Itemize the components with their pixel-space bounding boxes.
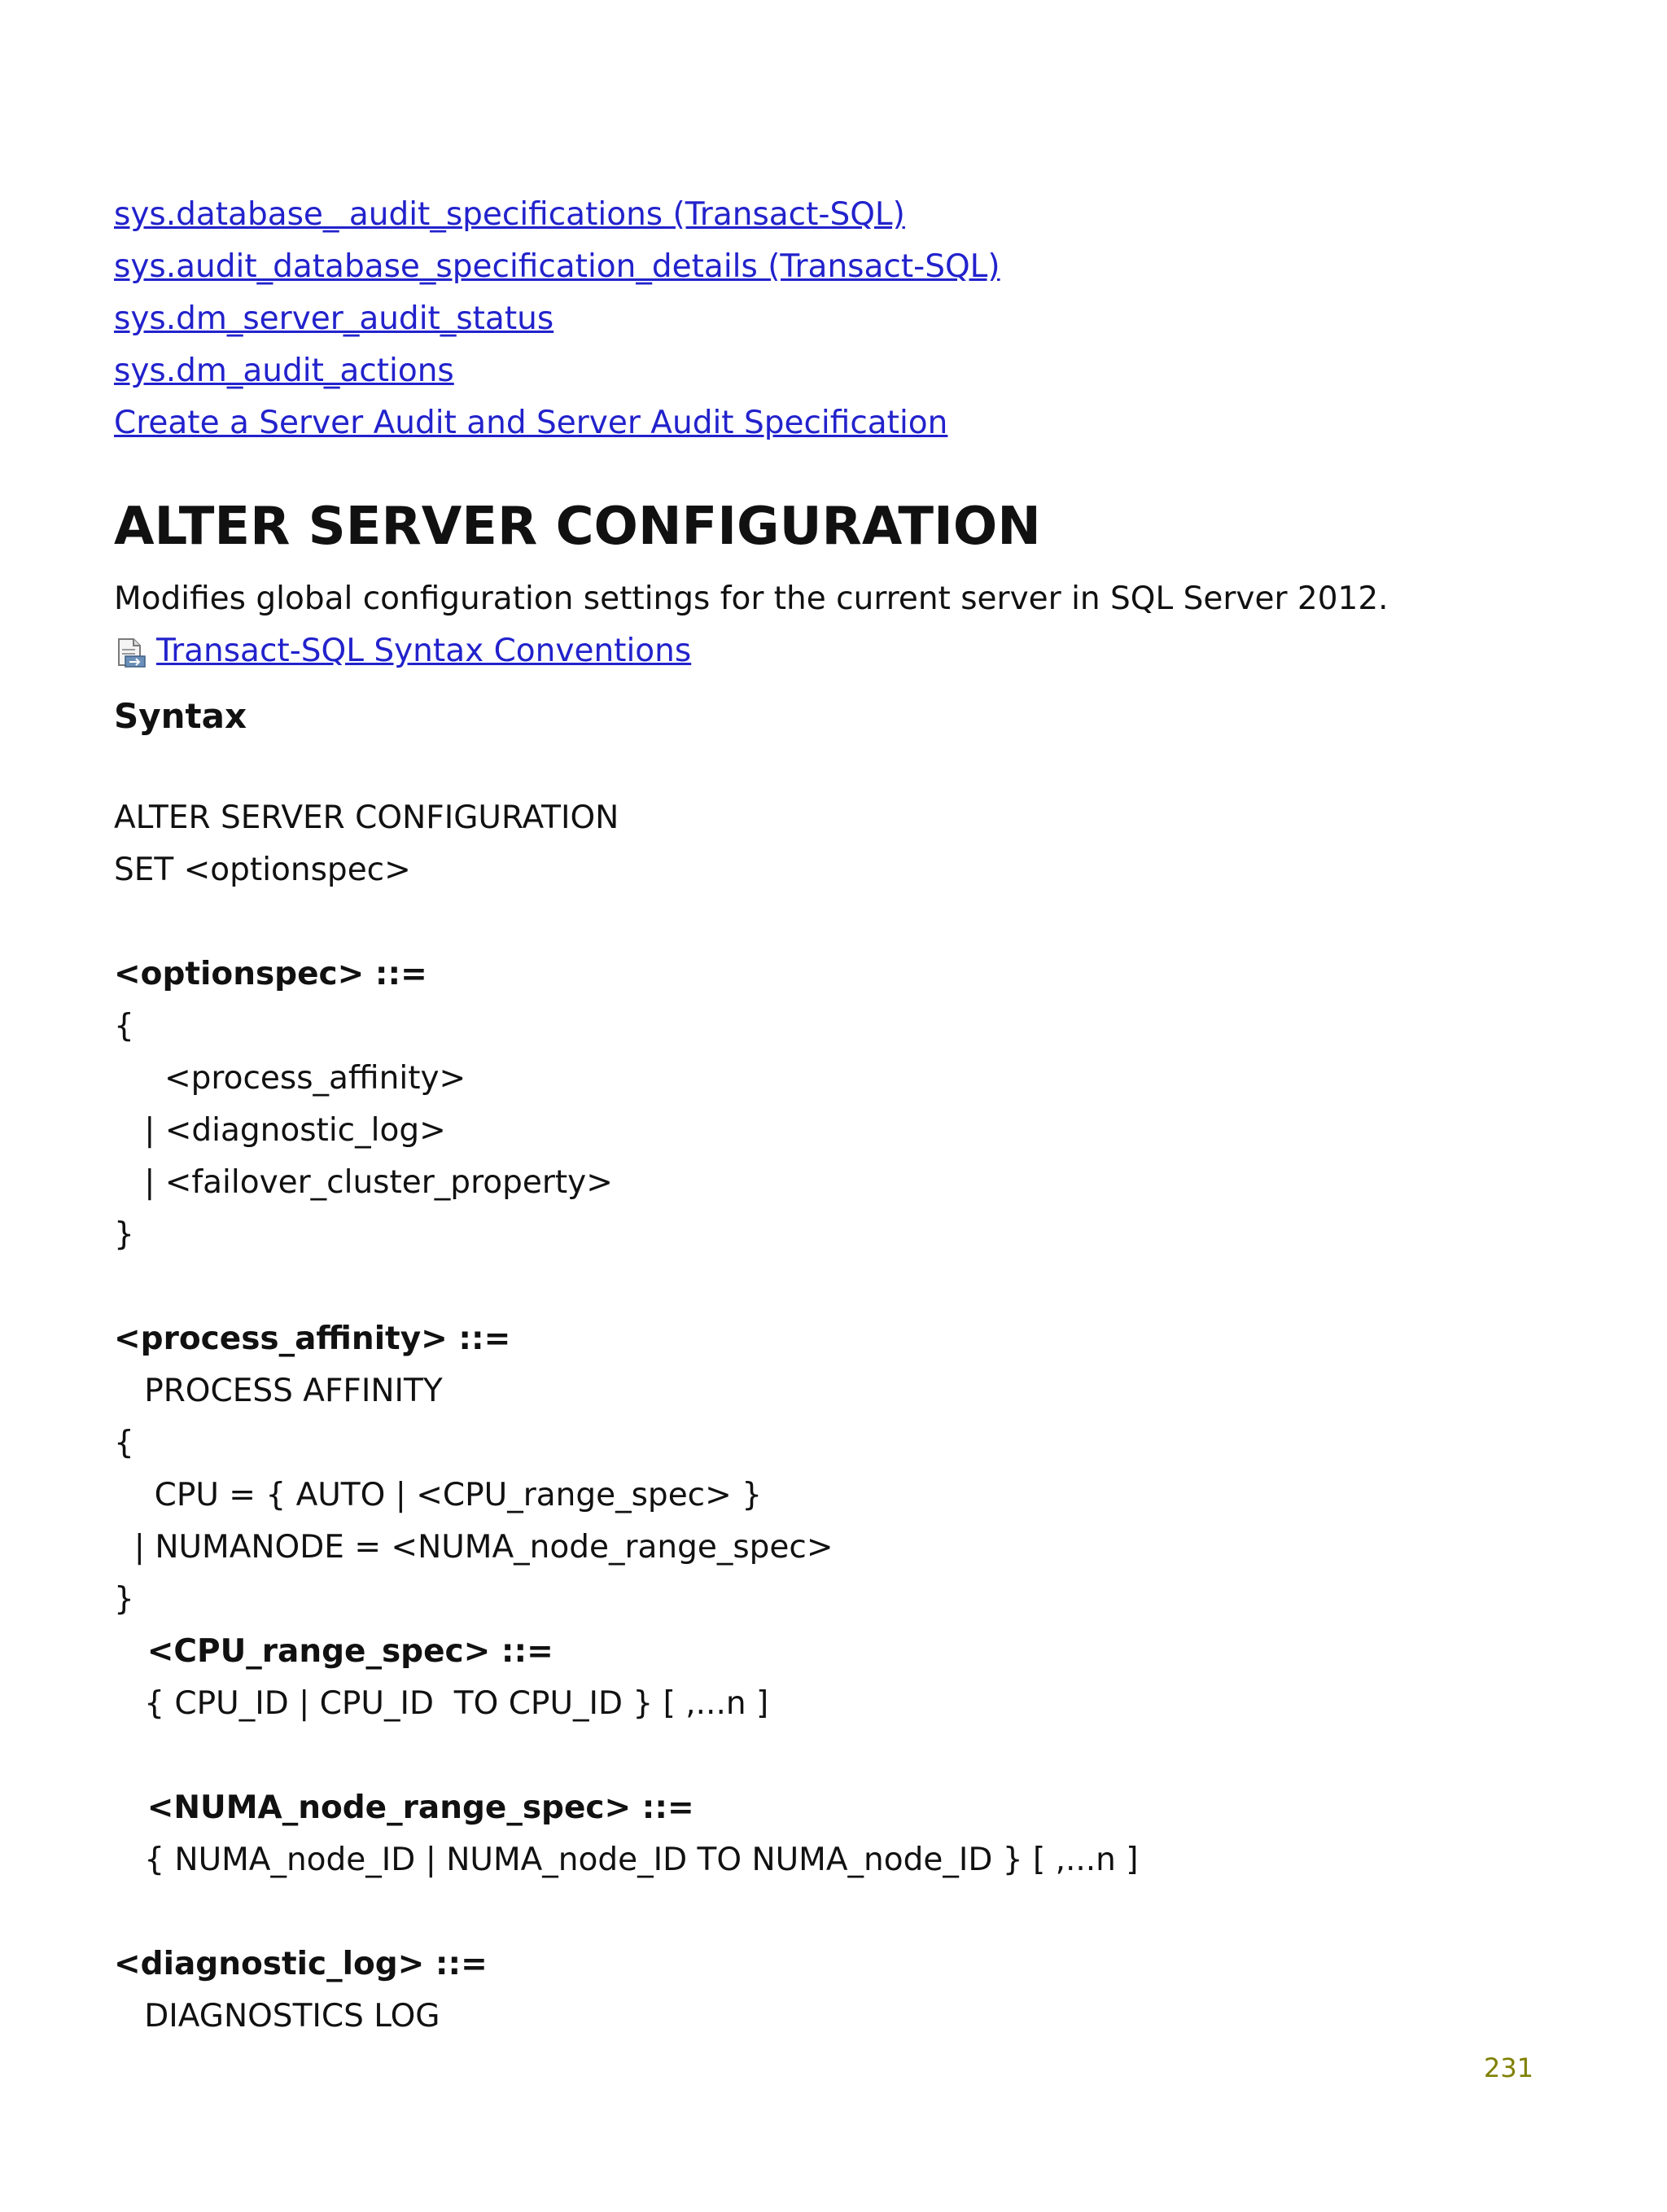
- page-description: Modifies global configuration settings for the current server in SQL Server 2012.: [114, 580, 1389, 617]
- page-number: 231: [1483, 2052, 1534, 2083]
- related-links-list: [114, 189, 1000, 449]
- link-item: [114, 241, 1000, 293]
- code-line: PROCESS AFFINITY: [114, 1373, 443, 1409]
- code-line: CPU = { AUTO | <CPU_range_spec> }: [114, 1477, 763, 1513]
- code-line: DIAGNOSTICS LOG: [114, 1998, 440, 2035]
- link-dm-audit-actions[interactable]: sys.dm_audit_actions: [114, 353, 454, 389]
- code-line-definition: <CPU_range_spec> ::=: [114, 1633, 553, 1670]
- code-line: | NUMANODE = <NUMA_node_range_spec>: [114, 1529, 834, 1566]
- code-line: {: [114, 1425, 134, 1461]
- code-line: }: [114, 1216, 134, 1253]
- code-line: | <failover_cluster_property>: [114, 1164, 613, 1201]
- code-line-definition: <optionspec> ::=: [114, 956, 427, 992]
- code-line: SET <optionspec>: [114, 852, 411, 888]
- code-line: [114, 1886, 1579, 1938]
- link-dm-server-audit-status[interactable]: sys.dm_server_audit_status: [114, 300, 554, 337]
- code-line: }: [114, 1581, 134, 1618]
- link-item: [114, 345, 1000, 397]
- link-item: [114, 189, 1000, 241]
- syntax-heading: Syntax: [114, 696, 247, 736]
- code-line: [114, 1730, 1579, 1782]
- code-line-definition: <process_affinity> ::=: [114, 1321, 511, 1357]
- document-link-icon: [114, 637, 147, 669]
- code-line: <process_affinity>: [114, 1060, 466, 1097]
- link-audit-database-specification-details[interactable]: sys.audit_database_specification_details (Transact-SQL): [114, 248, 1000, 285]
- link-item: [114, 293, 1000, 345]
- conventions-row: [114, 625, 691, 677]
- code-line: | <diagnostic_log>: [114, 1112, 446, 1149]
- code-line: { NUMA_node_ID | NUMA_node_ID TO NUMA_node_ID } [ ,...n ]: [114, 1842, 1139, 1878]
- link-item: [114, 397, 1000, 449]
- code-line: [114, 896, 1579, 948]
- link-database-audit-specifications[interactable]: sys.database_ audit_specifications (Transact-SQL): [114, 196, 905, 233]
- link-create-server-audit[interactable]: Create a Server Audit and Server Audit Specification: [114, 405, 948, 441]
- page-title: ALTER SERVER CONFIGURATION: [114, 497, 1041, 557]
- code-line: {: [114, 1008, 134, 1045]
- code-line-definition: <diagnostic_log> ::=: [114, 1946, 488, 1982]
- code-line: ALTER SERVER CONFIGURATION: [114, 799, 619, 836]
- syntax-conventions-link[interactable]: Transact-SQL Syntax Conventions: [156, 633, 692, 669]
- syntax-code-block: [114, 792, 1579, 2043]
- code-line: { CPU_ID | CPU_ID TO CPU_ID } [ ,...n ]: [114, 1685, 769, 1722]
- code-line-definition: <NUMA_node_range_spec> ::=: [114, 1789, 694, 1826]
- code-line: [114, 1261, 1579, 1313]
